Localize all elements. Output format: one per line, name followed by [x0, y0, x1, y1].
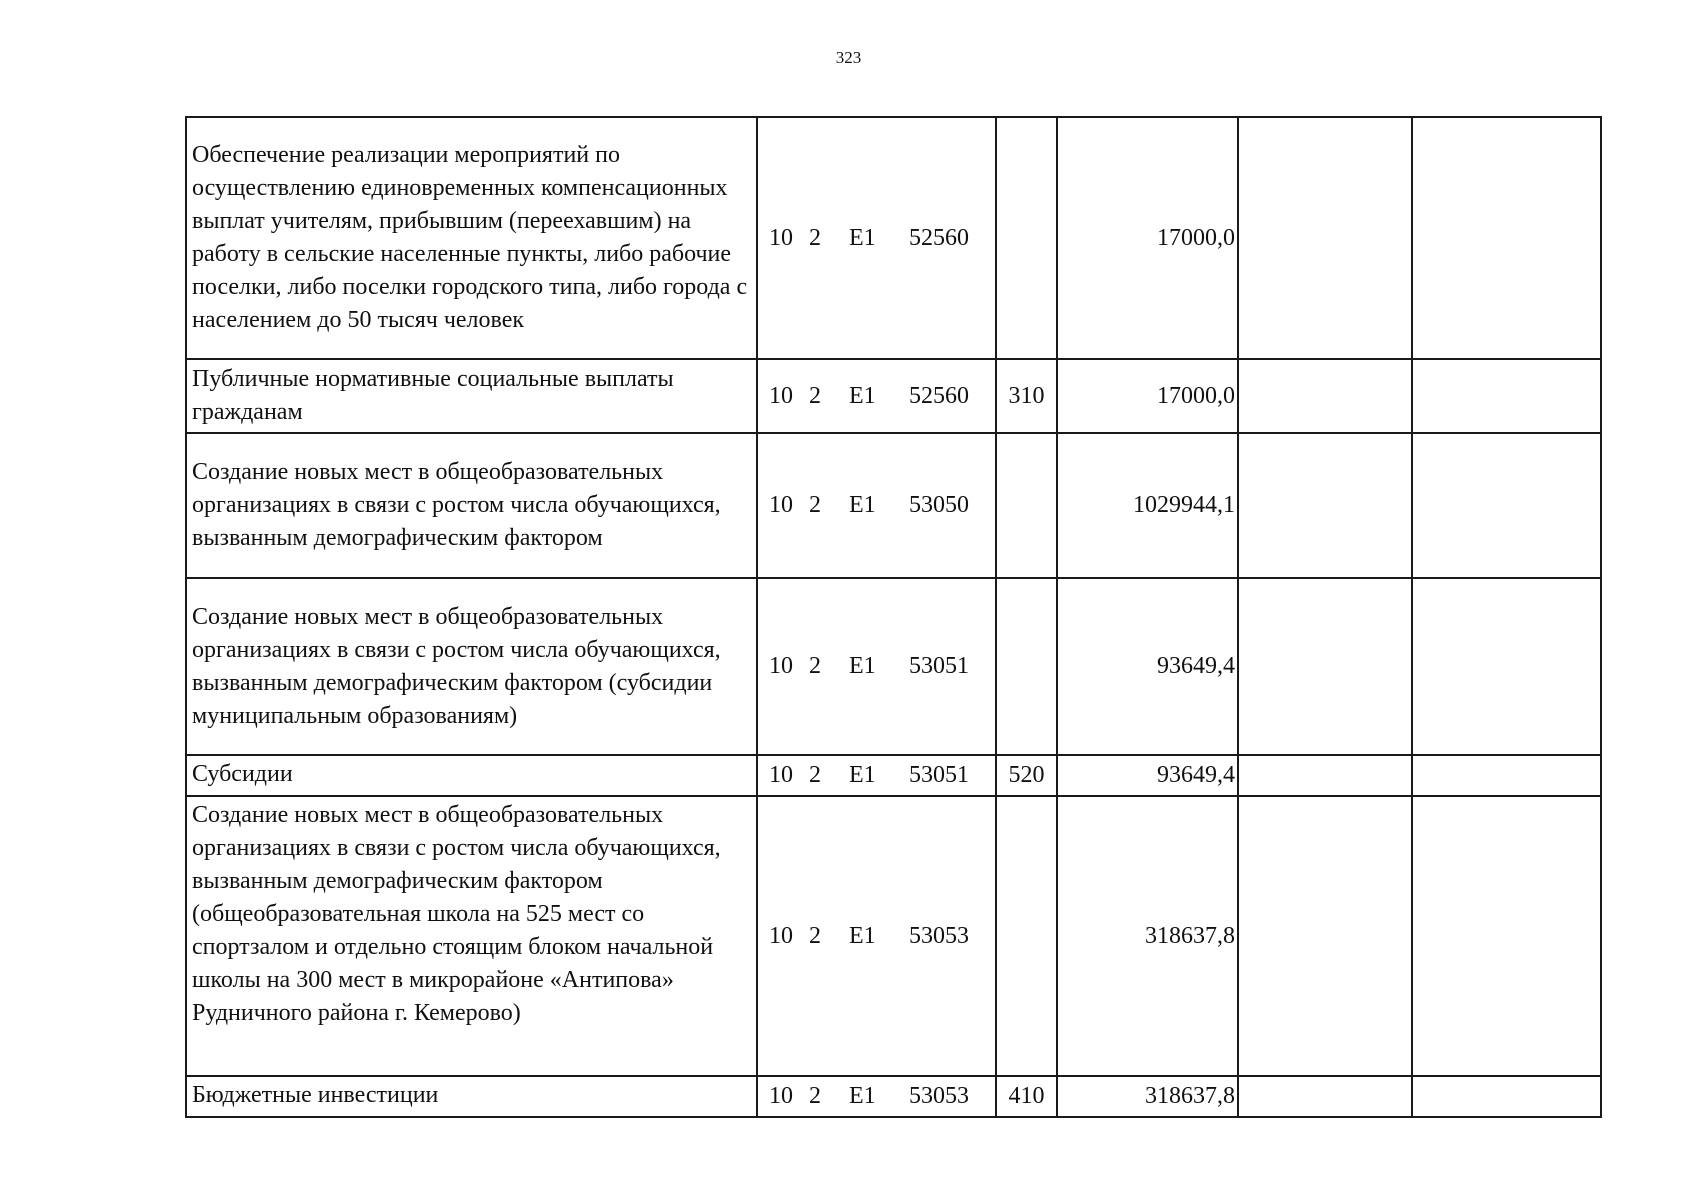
code-project: E1 [849, 922, 876, 949]
empty-cell [1238, 117, 1412, 359]
classification-code [757, 578, 996, 755]
expense-type-cell [996, 433, 1057, 578]
empty-cell [1238, 1076, 1412, 1117]
amount-cell: 318637,8 [1057, 796, 1238, 1076]
row-description: Создание новых мест в общеобразовательных организациях в связи с ростом числа обучающихся, вызванным демографическим фактором (общеобразовательная школа на 525 мест со спортзалом и отдельно стоящим блоком начальной школы на 300 мест в микрорайоне «Антипова» Рудничного района г. Кемерово) [186, 796, 757, 1076]
classification-code [757, 117, 996, 359]
table-row [186, 755, 1601, 796]
expense-type-cell: 410 [996, 1076, 1057, 1117]
expense-type-cell [996, 117, 1057, 359]
code-section: 10 [769, 224, 793, 251]
empty-cell [1412, 359, 1601, 433]
classification-code [757, 755, 996, 796]
empty-cell [1412, 1076, 1601, 1117]
code-project: E1 [849, 653, 876, 679]
amount-cell: 17000,0 [1057, 359, 1238, 433]
code-section: 10 [769, 762, 793, 788]
table-row [186, 578, 1601, 755]
expense-type-cell: 310 [996, 359, 1057, 433]
code-direction: 53051 [909, 762, 969, 788]
table-row [186, 117, 1601, 359]
empty-cell [1238, 359, 1412, 433]
empty-cell [1238, 578, 1412, 755]
empty-cell [1238, 796, 1412, 1076]
code-program: 2 [809, 382, 821, 409]
empty-cell [1412, 755, 1601, 796]
code-project: E1 [849, 382, 876, 409]
code-program: 2 [809, 653, 821, 679]
amount-cell: 93649,4 [1057, 578, 1238, 755]
row-description: Бюджетные инвестиции [186, 1076, 757, 1117]
table-row [186, 433, 1601, 578]
row-description: Субсидии [186, 755, 757, 796]
code-section: 10 [769, 922, 793, 949]
amount-cell: 93649,4 [1057, 755, 1238, 796]
empty-cell [1412, 796, 1601, 1076]
code-project: E1 [849, 492, 876, 518]
code-section: 10 [769, 1083, 793, 1109]
table-row [186, 796, 1601, 1076]
code-project: E1 [849, 224, 876, 251]
amount-cell: 17000,0 [1057, 117, 1238, 359]
row-description: Создание новых мест в общеобразовательных организациях в связи с ростом числа обучающихся, вызванным демографическим фактором [186, 433, 757, 578]
expense-type-cell: 520 [996, 755, 1057, 796]
code-direction: 53050 [909, 492, 969, 518]
empty-cell [1238, 755, 1412, 796]
empty-cell [1238, 433, 1412, 578]
page-number: 323 [835, 48, 862, 67]
code-direction: 53053 [909, 1083, 969, 1109]
amount-cell: 318637,8 [1057, 1076, 1238, 1117]
code-direction: 52560 [909, 382, 969, 409]
code-program: 2 [809, 1083, 821, 1109]
code-section: 10 [769, 382, 793, 409]
empty-cell [1412, 433, 1601, 578]
classification-code [757, 359, 996, 433]
code-section: 10 [769, 653, 793, 679]
empty-cell [1412, 578, 1601, 755]
expense-type-cell [996, 796, 1057, 1076]
code-direction: 53053 [909, 922, 969, 949]
amount-cell: 1029944,1 [1057, 433, 1238, 578]
code-program: 2 [809, 922, 821, 949]
empty-cell [1412, 117, 1601, 359]
code-project: E1 [849, 762, 876, 788]
table-row [186, 359, 1601, 433]
row-description: Создание новых мест в общеобразовательных организациях в связи с ростом числа обучающихся, вызванным демографическим фактором (субсидии муниципальным образованиям) [186, 578, 757, 755]
expense-type-cell [996, 578, 1057, 755]
code-program: 2 [809, 224, 821, 251]
classification-code [757, 796, 996, 1076]
code-section: 10 [769, 492, 793, 518]
code-project: E1 [849, 1083, 876, 1109]
table-row [186, 1076, 1601, 1117]
code-program: 2 [809, 762, 821, 788]
code-program: 2 [809, 492, 821, 518]
row-description: Обеспечение реализации мероприятий по осуществлению единовременных компенсационных выплат учителям, прибывшим (переехавшим) на работу в сельские населенные пункты, либо рабочие поселки, либо поселки городского типа, либо города с населением до 50 тысяч человек [186, 117, 757, 359]
classification-code [757, 1076, 996, 1117]
budget-table [185, 116, 1602, 1118]
code-direction: 53051 [909, 653, 969, 679]
row-description: Публичные нормативные социальные выплаты гражданам [186, 359, 757, 433]
code-direction: 52560 [909, 224, 969, 251]
classification-code [757, 433, 996, 578]
